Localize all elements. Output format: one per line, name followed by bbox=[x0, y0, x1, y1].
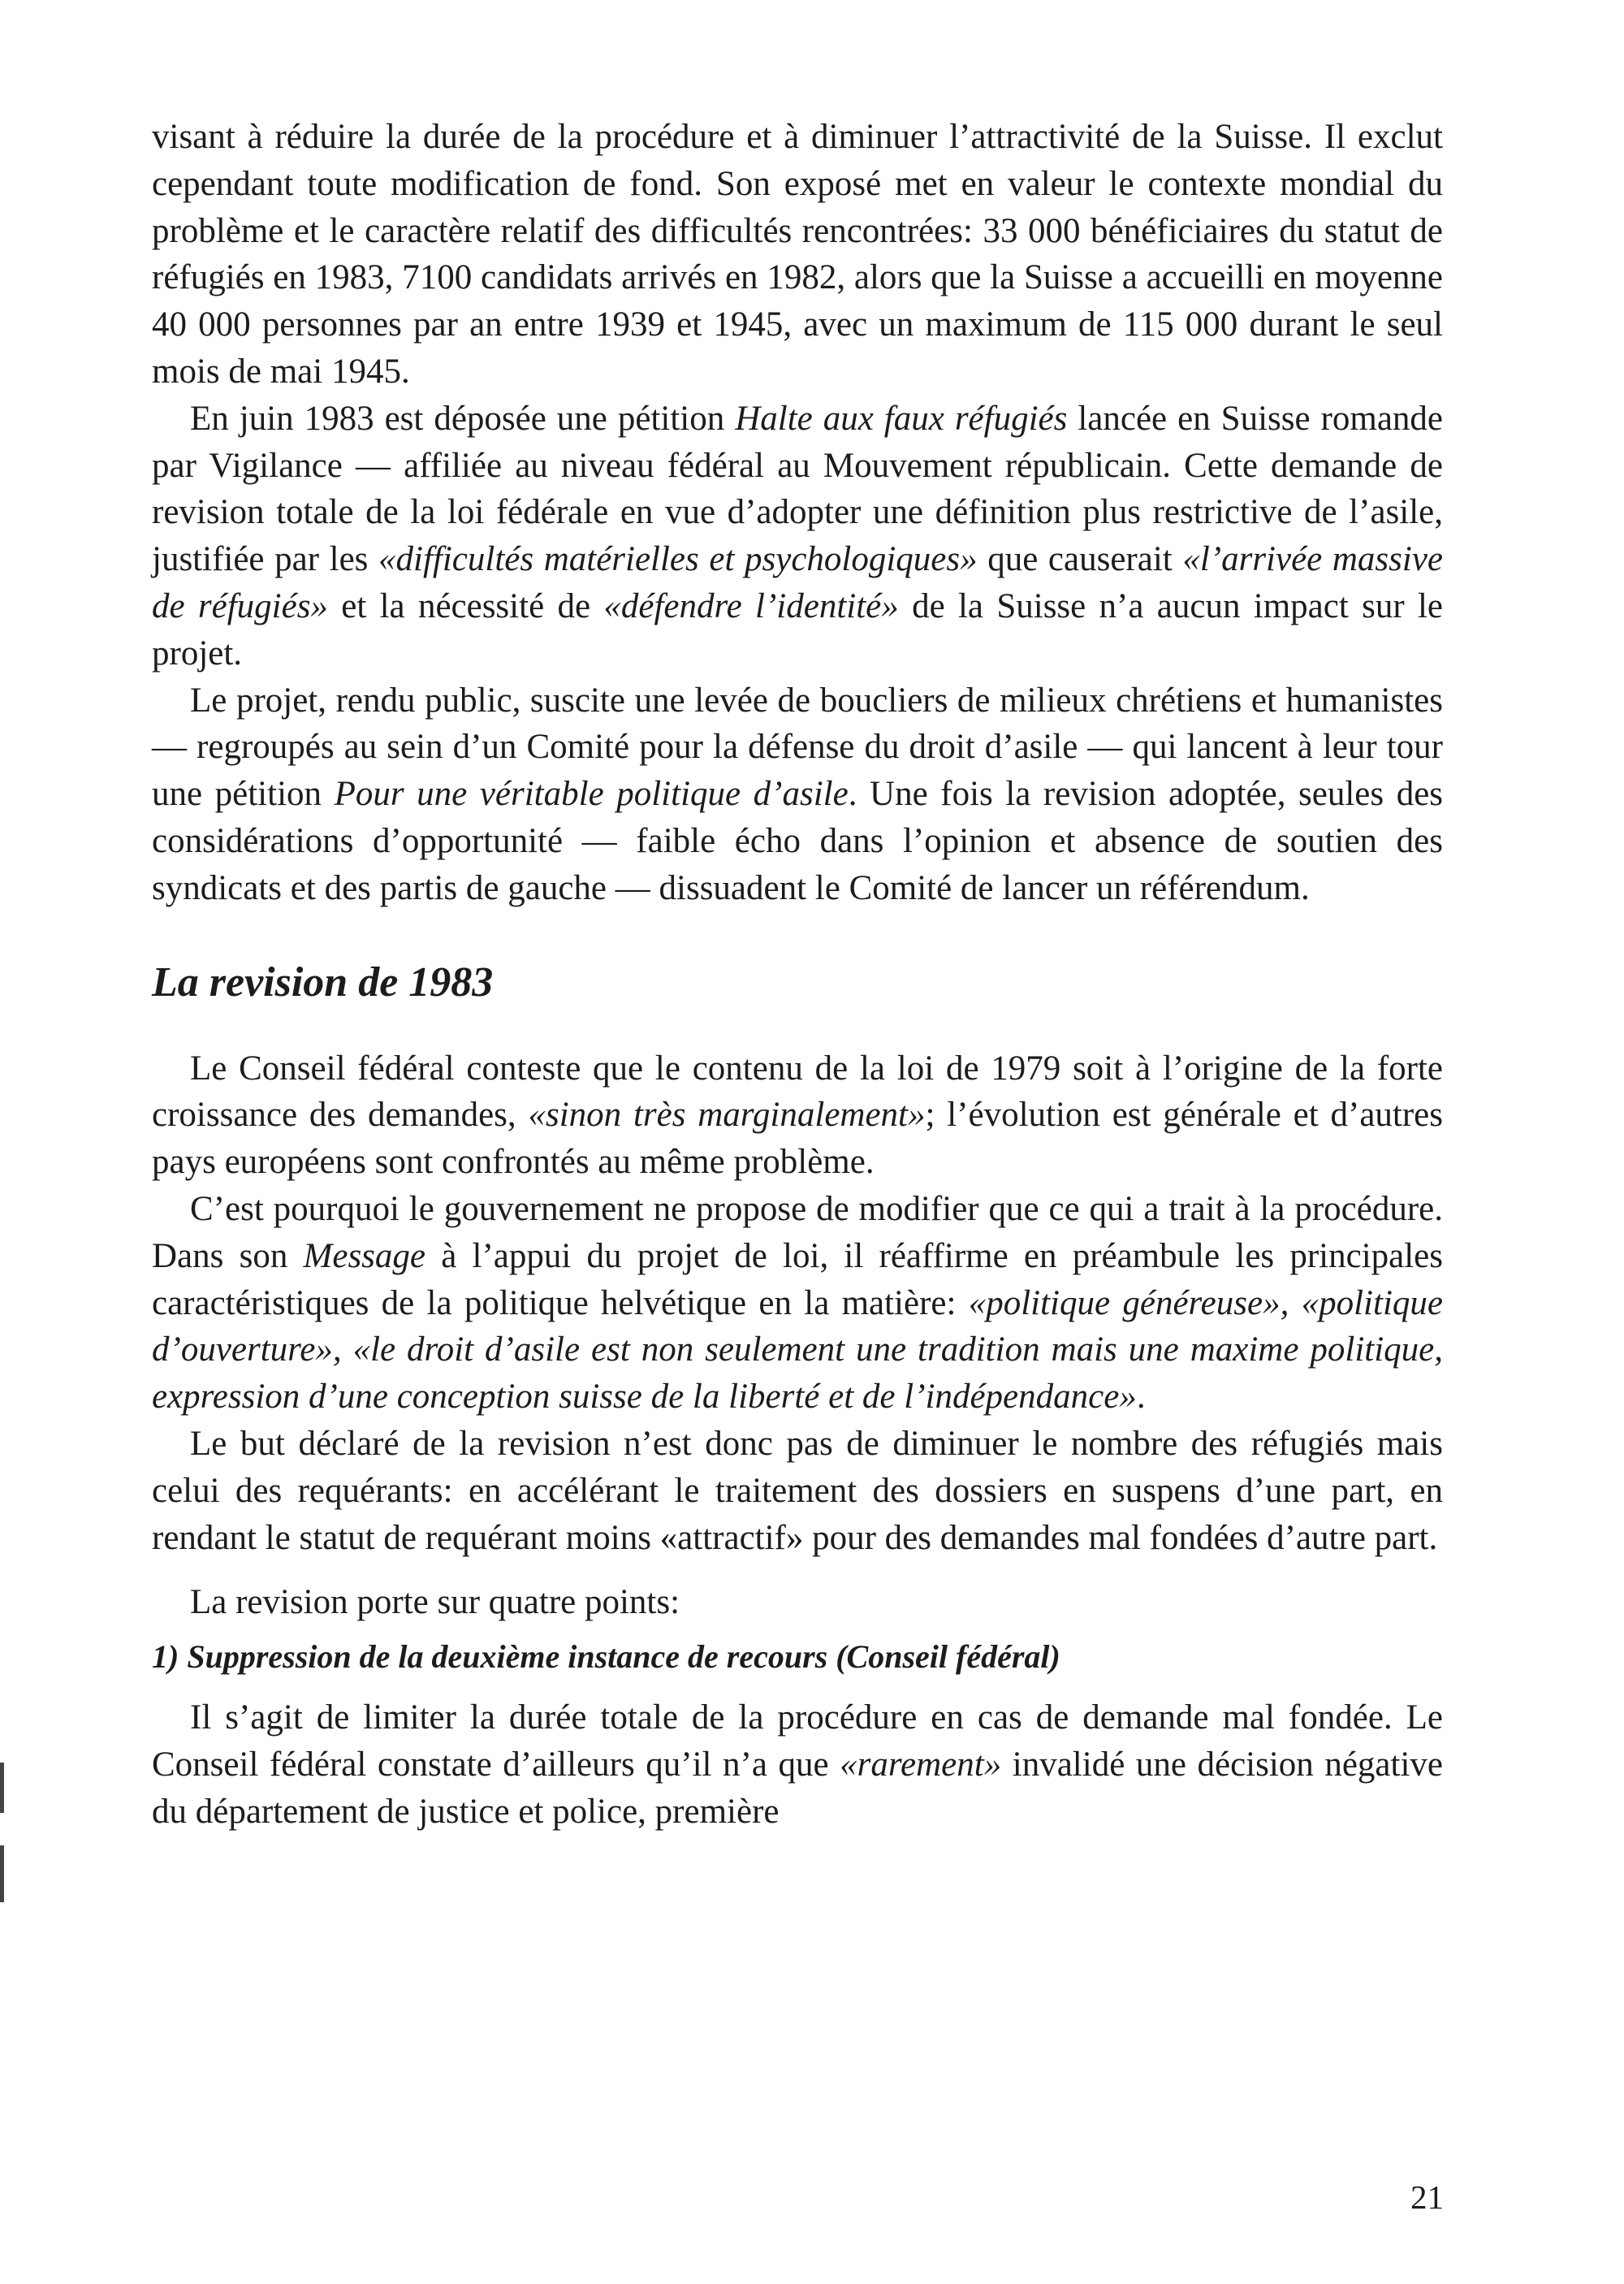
page-number: 21 bbox=[1410, 2178, 1444, 2216]
italic-run: Halte aux faux réfugiés bbox=[735, 399, 1068, 438]
italic-run: «défendre l’identité» bbox=[603, 586, 899, 625]
section-title: La revision de 1983 bbox=[152, 958, 494, 1006]
text-run: visant à réduire la durée de la procédure et à diminuer l’attractivité de la Suisse. Il exclut cependant toute modification de fond. Son exposé met en valeur le contexte mondial du problème et le caractère relatif des difficultés rencontrées: 33 000 bénéficiaires du statut de réfugiés en 1983, 7100 candidats arrivés en 1982, alors que la Suisse a accueilli en moyenne 40 000 personnes par an entre 1939 et 1945, avec un maximum de 115 000 durant le seul mois de mai 1945. bbox=[152, 118, 1443, 391]
text-run: de la Suisse n’a aucun impact sur le projet. bbox=[152, 586, 1443, 673]
italic-run: «l’arrivée massive de réfugiés» bbox=[152, 540, 1444, 625]
scan-edge-mark bbox=[0, 1763, 4, 1813]
text-run: En juin 1983 est déposée une pétition bbox=[190, 399, 736, 438]
subheading-1: 1) Suppression de la deuxième instance de recours (Conseil fédéral) bbox=[152, 1638, 1060, 1676]
text-run: C’est pourquoi le gouvernement ne propose de modifier que ce qui a trait à la procédure. Dans son bbox=[152, 1189, 1443, 1275]
italic-run: Pour une véritable politique d’asile bbox=[334, 775, 849, 814]
text-run: Il s’agit de limiter la durée totale de la procédure en cas de demande mal fondée. Le Conseil fédéral constate d’ailleurs qu’il n’a que bbox=[152, 1698, 1443, 1784]
paragraph-8 bbox=[152, 1694, 1443, 1835]
paragraph-5 bbox=[152, 1186, 1443, 1421]
paragraph-7 bbox=[152, 1579, 1443, 1626]
text-run: ; l’évolution est générale et d’autres pays européens sont confrontés au même problème. bbox=[152, 1096, 1443, 1182]
text-run: Le Conseil fédéral conteste que le contenu de la loi de 1979 soit à l’origine de la forte croissance des demandes, bbox=[152, 1049, 1443, 1135]
text-run: Le projet, rendu public, suscite une levée de boucliers de milieux chrétiens et humanistes — regroupés au sein d’un Comité pour la défense du droit d’asile — qui lancent à leur tour une pétition bbox=[152, 681, 1443, 814]
text-run: . bbox=[1136, 1378, 1146, 1417]
text-run: que causerait bbox=[977, 540, 1183, 579]
spacer bbox=[152, 1561, 1443, 1579]
text-run: Le but déclaré de la revision n’est donc pas de diminuer le nombre des réfugiés mais celui des requérants: en accélérant le traitement des dossiers en suspens d’une part, en rendant le statut de requérant moins «attractif» pour des demandes mal fondées d’autre part. bbox=[152, 1424, 1443, 1557]
paragraph-2 bbox=[152, 396, 1443, 677]
scan-edge-mark bbox=[0, 1845, 4, 1902]
paragraph-4 bbox=[152, 1045, 1443, 1186]
italic-run: «rarement» bbox=[840, 1745, 1002, 1784]
text-run: et la nécessité de bbox=[327, 586, 604, 625]
paragraph-3 bbox=[152, 677, 1443, 912]
paragraph-6 bbox=[152, 1421, 1443, 1561]
paragraph-1 bbox=[152, 114, 1443, 396]
page-body bbox=[152, 114, 1443, 1836]
text-run: La revision porte sur quatre points: bbox=[190, 1583, 680, 1622]
text-run: . Une fois la revision adoptée, seules des considérations d’opportunité — faible écho dans l’opinion et absence de soutien des syndicats et des partis de gauche — dissuadent le Comité de lancer un référendum. bbox=[152, 775, 1444, 907]
text-run: à l’appui du projet de loi, il réaffirme en préambule les principales caractéristiques de la politique helvétique en la matière: bbox=[152, 1236, 1443, 1322]
text-run: lancée en Suisse romande par Vigilance — affiliée au niveau fédéral au Mouvement républicain. Cette demande de revision totale de la loi fédérale en vue d’adopter une définition plus restrictive de l’asile, justifiée par les bbox=[152, 399, 1444, 579]
italic-run: Message bbox=[303, 1236, 426, 1275]
text-run: invalidé une décision négative du département de justice et police, première bbox=[152, 1745, 1443, 1831]
italic-run: «sinon très marginalement» bbox=[528, 1096, 926, 1135]
italic-run: «difficultés matérielles et psychologiques» bbox=[378, 540, 978, 579]
italic-run: «politique généreuse», «politique d’ouverture», «le droit d’asile est non seulement une tradition mais une maxime politique, expression d’une conception suisse de la liberté et de l’indépendance» bbox=[152, 1283, 1443, 1417]
